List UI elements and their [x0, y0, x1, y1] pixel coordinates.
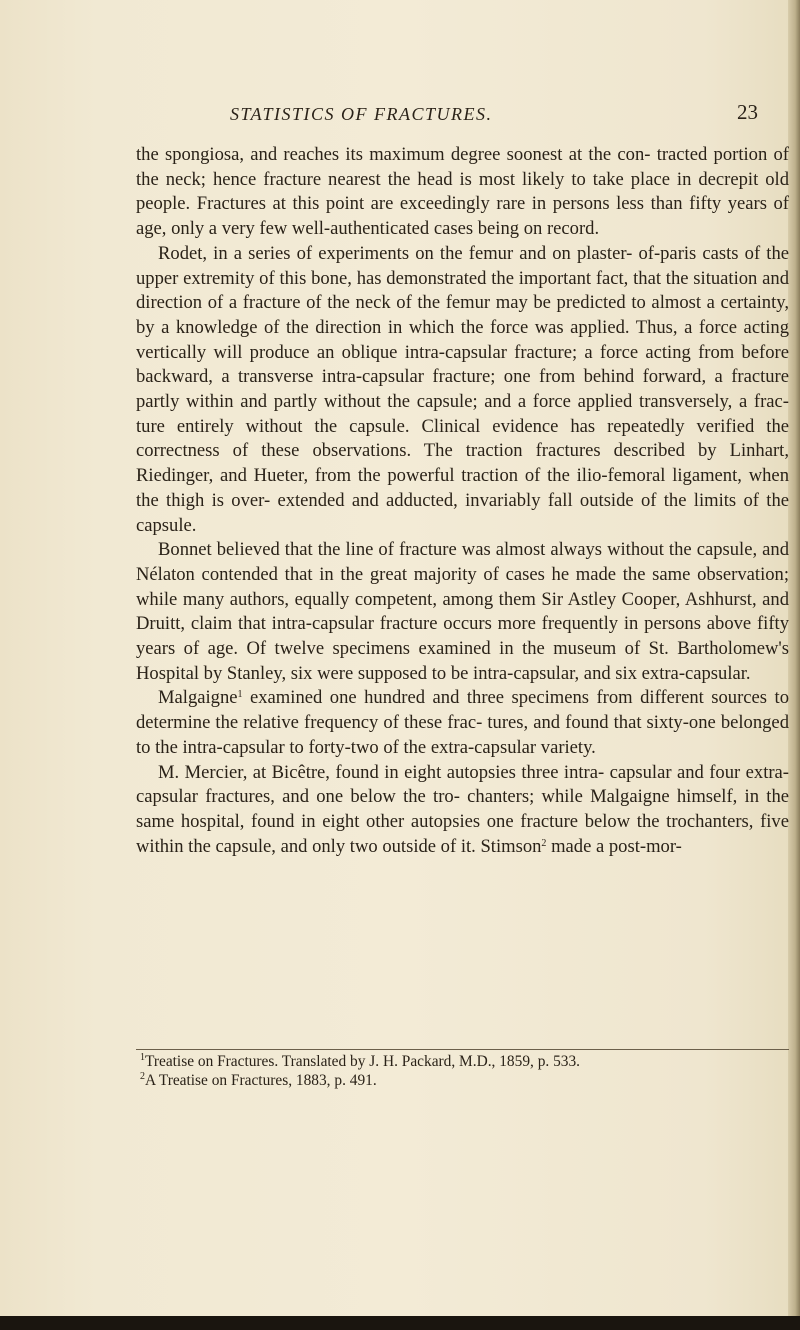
paragraph-rodet: Rodet, in a series of experiments on the femur and on plaster- of-paris casts of the upper extremity of this bone, has demonstrated the important fact, that the situation and direction of a fracture of the neck of the femur may be predicted to almost a certainty, by a knowledge of the direction in which the force was applied. Thus, a force acting vertically will produce an oblique intra-capsular fracture; a force acting from before backward, a transverse intra-capsular fracture; one from behind forward, a fracture partly within and partly without the capsule; and a force applied transversely, a frac- ture entirely without the capsule. Clinical evidence has repeatedly verified the correctness of these observations. The traction fractures described by Linhart, Riedinger, and Hueter, from the powerful traction of the ilio-femoral ligament, when the thigh is over- extended and adducted, invariably fall outside of the limits of the capsule.: [136, 242, 789, 536]
footnote-ref-2[interactable]: 2: [541, 837, 547, 849]
author-name: Malgaigne: [158, 687, 238, 709]
paragraph-text-end: made a post-mor-: [546, 835, 682, 857]
footnote-divider: [136, 1049, 789, 1050]
footnote-1: [140, 1052, 790, 1071]
paragraph-malgaigne: [136, 686, 789, 760]
footnote-2: [140, 1071, 790, 1090]
paragraph-bonnet: Bonnet believed that the line of fracture was almost always without the capsule, and Nélaton contended that in the great majority of cases he made the same observation; while many authors, equally competent, among them Sir Astley Cooper, Ashhurst, and Druitt, claim that intra-capsular fracture occurs more frequently in persons above fifty years of age. Of twelve specimens examined in the museum of St. Bartholomew's Hospital by Stanley, six were supposed to be intra-capsular, and six extra-capsular.: [136, 539, 789, 684]
paragraph-mercier: [136, 761, 789, 860]
page-edge-shadow: [788, 0, 800, 1330]
paragraph-text: M. Mercier, at Bicêtre, found in eight autopsies three intra- capsular and four extra-capsular fractures, and one below the tro- chanters; while Malgaigne himself, in the same hospital, found in eight other autopsies one fracture below the trochanters, five within the capsule, and only two outside of it. Stimson: [136, 761, 789, 857]
footnote-ref-1[interactable]: 1: [237, 689, 243, 701]
running-title: STATISTICS OF FRACTURES.: [230, 104, 493, 124]
paragraph-continued: the spongiosa, and reaches its maximum degree soonest at the con- tracted portion of the neck; hence fracture nearest the head is most likely to take place in decrepit old people. Fractures at this point are exceedingly rare in persons less than fifty years of age, only a very few well-authenticated cases being on record.: [136, 144, 789, 240]
paragraph-text: examined one hundred and three specimens from different sources to determine the relative frequency of these frac- tures, and found that sixty-one belonged to the intra-capsular to forty-two of the extra-capsular variety.: [136, 687, 789, 758]
footnotes: [140, 1052, 790, 1090]
running-head: [0, 100, 800, 130]
footnote-marker: 1: [140, 1052, 145, 1063]
body-text: [136, 143, 789, 859]
footnote-marker: 2: [140, 1071, 145, 1082]
footnote-text: A Treatise on Fractures, 1883, p. 491.: [145, 1072, 377, 1089]
scan-bottom-edge: [0, 1316, 800, 1330]
footnote-text: Treatise on Fractures. Translated by J. H. Packard, M.D., 1859, p. 533.: [145, 1053, 581, 1070]
page-number: 23: [737, 100, 758, 124]
